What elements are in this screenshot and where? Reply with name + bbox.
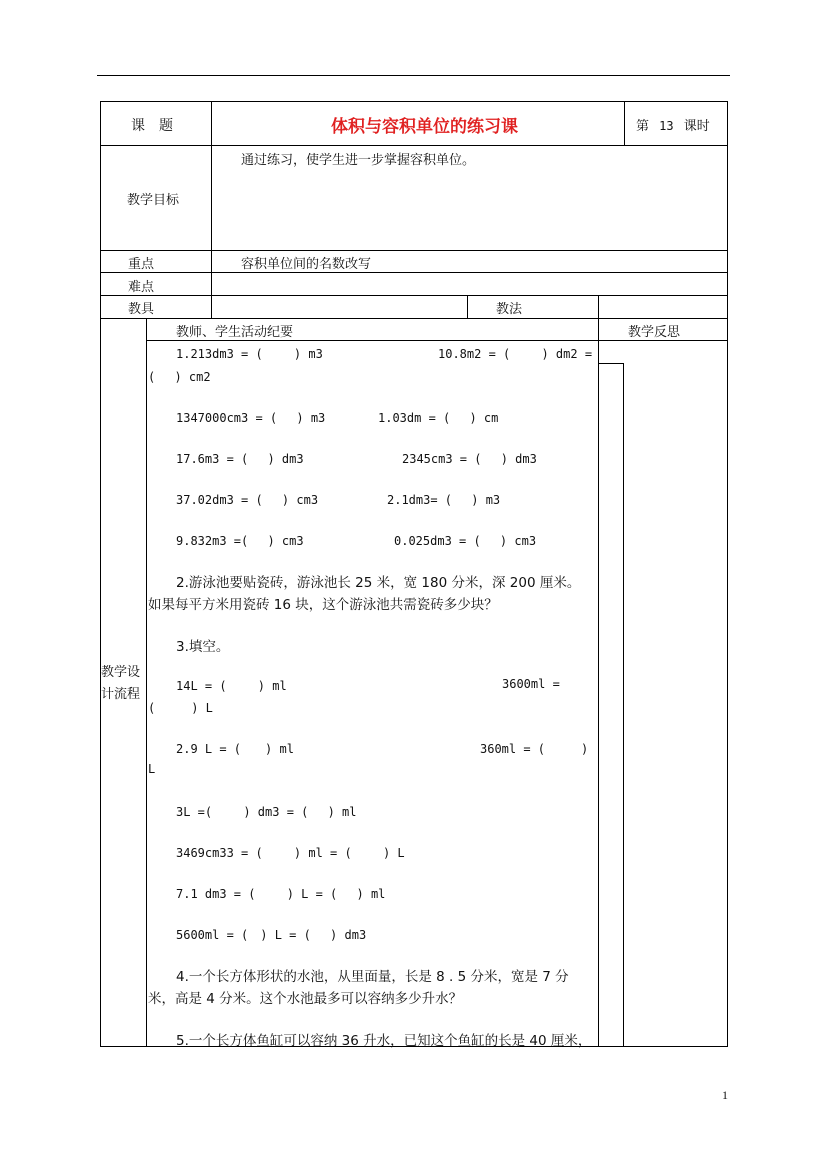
fill-2a: 2.9 L = ( ) ml — [176, 742, 294, 756]
exercise-1b: 10.8m2 = ( ) dm2 = — [438, 347, 593, 361]
fill-2c: L — [148, 762, 156, 776]
activity-header: 教师、学生活动纪要 — [176, 325, 294, 340]
lesson-prefix: 第 — [636, 119, 650, 134]
fill-5: 7.1 dm3 = ( ) L = ( ) ml — [176, 887, 386, 901]
problem-3-heading: 3.填空。 — [176, 639, 230, 655]
lesson-number: 13 — [659, 119, 674, 133]
exercise-5a: 9.832m3 =( ) cm3 — [176, 534, 304, 548]
fill-2b: 360ml = ( ) — [480, 742, 589, 756]
goal-label: 教学目标 — [127, 193, 180, 208]
fill-4: 3469cm33 = ( ) ml = ( ) L — [176, 846, 405, 860]
key-text: 容积单位间的名数改写 — [241, 257, 372, 272]
exercise-5b: 0.025dm3 = ( ) cm3 — [394, 534, 537, 548]
problem-5-line1: 5.一个长方体鱼缸可以容纳 36 升水，已知这个鱼缸的长是 40 厘米， — [176, 1033, 592, 1049]
lesson-suffix: 课时 — [683, 119, 710, 134]
tools-label: 教具 — [128, 302, 155, 317]
exercise-3b: 2345cm3 = ( ) dm3 — [402, 452, 537, 466]
design-label-line1: 教学设 — [101, 665, 141, 680]
exercise-1c: ( ) cm2 — [148, 370, 211, 384]
goal-text: 通过练习，使学生进一步掌握容积单位。 — [241, 153, 476, 168]
method-label: 教法 — [496, 302, 523, 317]
key-label: 重点 — [128, 257, 155, 272]
topic-label: 课 题 — [131, 118, 173, 134]
problem-4-line1: 4.一个长方体形状的水池，从里面量，长是 8 . 5 分米，宽是 7 分 — [176, 969, 569, 985]
exercise-4a: 37.02dm3 = ( ) cm3 — [176, 493, 319, 507]
problem-2-line1: 2.游泳池要贴瓷砖，游泳池长 25 米，宽 180 分米，深 200 厘米。 — [176, 575, 581, 591]
fill-1b: 3600ml = — [502, 677, 560, 691]
exercise-3a: 17.6m3 = ( ) dm3 — [176, 452, 304, 466]
reflection-header: 教学反思 — [628, 325, 681, 340]
page-title: 体积与容积单位的练习课 — [331, 117, 518, 137]
problem-2-line2: 如果每平方米用瓷砖 16 块，这个游泳池共需瓷砖多少块？ — [148, 597, 498, 613]
design-label-line2: 计流程 — [101, 687, 141, 702]
fill-1a: 14L = ( ) ml — [176, 679, 287, 693]
fill-6: 5600ml = ( ) L = ( ) dm3 — [176, 928, 367, 942]
exercise-4b: 2.1dm3= ( ) m3 — [387, 493, 501, 507]
fill-1c: ( ) L — [148, 701, 213, 715]
exercise-1a: 1.213dm3 = ( ) m3 — [176, 347, 323, 361]
exercise-2a: 1347000cm3 = ( ) m3 — [176, 411, 326, 425]
problem-4-line2: 米，高是 4 分米。这个水池最多可以容纳多少升水？ — [148, 991, 463, 1007]
lesson-count — [636, 115, 710, 134]
difficulty-label: 难点 — [128, 280, 155, 295]
header-rule — [97, 75, 730, 76]
exercise-2b: 1.03dm = ( ) cm — [378, 411, 499, 425]
design-label — [101, 662, 140, 706]
fill-3: 3L =( ) dm3 = ( ) ml — [176, 805, 357, 819]
page-number: 1 — [722, 1088, 728, 1102]
